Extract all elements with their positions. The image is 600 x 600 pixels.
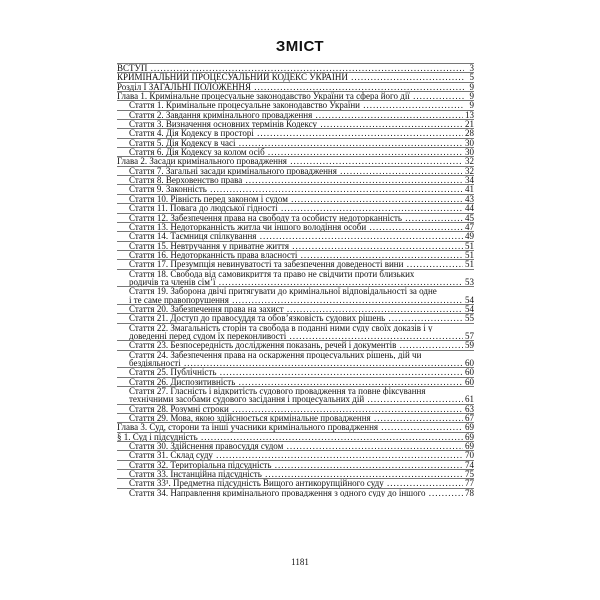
toc-entry	[117, 340, 474, 349]
toc-entry	[117, 422, 474, 431]
toc-entry	[117, 100, 474, 109]
toc-entry-page: 9	[469, 100, 474, 111]
toc-entry-page: 30	[465, 137, 474, 148]
toc-entry-text: Стаття 33. Інстанційна підсудність .....	[129, 470, 463, 478]
toc-entry-text: бездіяльності .....	[129, 359, 463, 367]
toc-entry-text: Стаття 5. Дія Кодексу в часі .....	[129, 139, 463, 147]
toc-entry-page: 32	[465, 156, 474, 167]
toc-entry-page: 78	[465, 487, 474, 498]
toc-entry	[117, 194, 474, 203]
toc-entry-text: Стаття 20. Забезпечення права на захист .....	[129, 305, 463, 313]
toc-entry	[117, 119, 474, 128]
toc-entry-text: Стаття 16. Недоторканність права власності .....	[129, 251, 463, 259]
toc-entry	[117, 175, 474, 184]
toc-entry-text: Стаття 19. Заборона двічі притягувати до кримінальної відповідальності за одне	[129, 287, 437, 296]
toc-entry	[117, 367, 474, 376]
toc-entry-text: Стаття 26. Диспозитивність .....	[129, 378, 463, 386]
toc-entry-text: доведенні перед судом їх переконливості .....	[129, 332, 463, 340]
toc-entry-text: Стаття 12. Забезпечення права на свободу та особисту недоторканність .....	[129, 214, 463, 222]
toc-entry-page: 69	[465, 441, 474, 452]
toc-entry	[117, 231, 474, 240]
toc-entry-page: 53	[465, 276, 474, 287]
toc-entry-text: Стаття 34. Направлення кримінального провадження з одного суду до іншого .....	[129, 489, 463, 497]
toc-entry-text: родичів та членів сім’ї .....	[129, 278, 463, 286]
toc-entry-text: Глава 1. Кримінальне процесуальне законодавство України та сфера його дії .....	[117, 92, 464, 100]
toc-entry-text: Стаття 3. Визначення основних термінів Кодексу .....	[129, 120, 463, 128]
toc-entry-continuation	[117, 296, 474, 304]
toc-entry-page: 47	[465, 221, 474, 232]
toc-entry-text: Стаття 21. Доступ до правосуддя та обов’язковість судових рішень .....	[129, 314, 463, 322]
toc-entry-continuation	[117, 278, 474, 286]
toc-entry-page: 5	[469, 72, 474, 83]
toc-entry-page: 44	[465, 203, 474, 214]
toc-entry	[117, 488, 474, 497]
toc-entry-continuation	[117, 395, 474, 403]
toc-entry	[117, 478, 474, 487]
toc-entry-text: Стаття 25. Публічність .....	[129, 368, 463, 376]
toc-entry-text: Глава 2. Засади кримінального провадження .....	[117, 157, 463, 165]
toc-entry	[117, 203, 474, 212]
toc-entry-page: 9	[469, 81, 474, 92]
toc-entry	[117, 147, 474, 156]
toc-entry-page: 13	[465, 109, 474, 120]
toc-entry-text: Стаття 2. Завдання кримінального провадження .....	[129, 111, 463, 119]
toc-entry-continuation	[117, 359, 474, 367]
toc-entry-text: § 1. Суд і підсудність .....	[117, 433, 463, 441]
toc-entry	[117, 82, 474, 91]
toc-entry	[117, 323, 474, 332]
toc-entry-text: технічними засобами судового засідання і процесуальних дій .....	[129, 395, 463, 403]
toc-entry-page: 30	[465, 147, 474, 158]
toc-entry-page: 9	[469, 91, 474, 102]
toc-entry-text: Стаття 27. Гласність і відкритість судового провадження та повне фіксування	[129, 387, 426, 396]
toc-entry	[117, 286, 474, 295]
toc-entry-text: Стаття 18. Свобода від самовикриття та право не свідчити проти близьких	[129, 269, 415, 278]
toc-entry	[117, 128, 474, 137]
toc-entry-page: 3	[469, 63, 474, 73]
toc-entry	[117, 304, 474, 313]
toc-entry	[117, 213, 474, 222]
toc-entry-text: Розділ І ЗАГАЛЬНІ ПОЛОЖЕННЯ .....	[117, 83, 464, 91]
toc-entry	[117, 241, 474, 250]
toc-entry	[117, 313, 474, 322]
toc-entry-page: 54	[465, 294, 474, 305]
toc-entry-page: 51	[465, 249, 474, 260]
toc-entry-page: 57	[465, 330, 474, 341]
toc-entry-text: Стаття 28. Розумні строки .....	[129, 405, 463, 413]
toc-entry-text: Стаття 6. Дія Кодексу за колом осіб .....	[129, 148, 463, 156]
toc-entry-page: 51	[465, 259, 474, 270]
toc-entry	[117, 469, 474, 478]
toc-entry-page: 67	[465, 413, 474, 424]
toc-entry-page: 55	[465, 313, 474, 324]
toc-entry-continuation	[117, 332, 474, 340]
toc-entry-page: 70	[465, 450, 474, 461]
toc-entry	[117, 110, 474, 119]
toc-entry-page: 60	[465, 376, 474, 387]
toc-entry	[117, 72, 474, 81]
toc-entry-text: Стаття 17. Презумпція невинуватості та забезпечення доведеності вини .....	[129, 260, 463, 268]
toc-entry	[117, 404, 474, 413]
toc-entry	[117, 184, 474, 193]
toc-entry	[117, 377, 474, 386]
toc-entry-page: 69	[465, 431, 474, 442]
toc-entry-page: 63	[465, 403, 474, 414]
toc-entry-text: Стаття 24. Забезпечення права на оскарження процесуальних рішень, дій чи	[129, 350, 422, 359]
toc-entry-text: Стаття 32. Територіальна підсудність .....	[129, 461, 463, 469]
toc-entry	[117, 269, 474, 278]
toc-entry-text: Стаття 10. Рівність перед законом і судом .....	[129, 195, 463, 203]
toc-entry-text: Стаття 23. Безпосередність дослідження показань, речей і документів .....	[129, 341, 463, 349]
toc-entry-page: 49	[465, 231, 474, 242]
toc-entry-text: Стаття 22. Змагальність сторін та свобода в поданні ними суду своїх доказів і у	[129, 323, 433, 332]
toc-entry	[117, 450, 474, 459]
toc-entry-page: 32	[465, 165, 474, 176]
toc-entry-text: Стаття 11. Повага до людської гідності .....	[129, 204, 463, 212]
toc-entry-page: 45	[465, 212, 474, 223]
toc-entry	[117, 259, 474, 268]
toc-entry	[117, 413, 474, 422]
toc-entry-page: 69	[465, 422, 474, 433]
toc-entry	[117, 386, 474, 395]
toc-entry-text: Стаття 30. Здійснення правосуддя судом .....	[129, 442, 463, 450]
toc-entry-page: 61	[465, 394, 474, 405]
toc-entry	[117, 432, 474, 441]
toc-entry-text: Стаття 4. Дія Кодексу в просторі .....	[129, 129, 463, 137]
toc-entry-page: 75	[465, 469, 474, 480]
toc-entry-page: 34	[465, 175, 474, 186]
toc-entry-text: Стаття 29. Мова, якою здійснюється кримінальне провадження .....	[129, 414, 463, 422]
toc-entry	[117, 350, 474, 359]
toc-entry	[117, 91, 474, 100]
toc-entry	[117, 63, 474, 72]
toc-entry	[117, 441, 474, 450]
page-title: ЗМІСТ	[275, 38, 325, 55]
toc-entry-text: Стаття 14. Таємниця спілкування .....	[129, 232, 463, 240]
toc-entry	[117, 250, 474, 259]
toc-entry-text: Стаття 1. Кримінальне процесуальне законодавство України .....	[129, 101, 464, 109]
toc-entry-text: Стаття 9. Законність .....	[129, 185, 463, 193]
toc-entry-page: 60	[465, 367, 474, 378]
toc-entry-text: і те саме правопорушення .....	[129, 296, 463, 304]
toc-entry-page: 74	[465, 459, 474, 470]
page-number: 1181	[291, 557, 309, 567]
toc-entry-text: ВСТУП .....	[117, 64, 464, 72]
toc-entry	[117, 156, 474, 165]
table-of-contents	[117, 63, 474, 497]
toc-entry-page: 77	[465, 478, 474, 489]
toc-entry-text: Стаття 15. Невтручання у приватне життя .....	[129, 242, 463, 250]
toc-entry-text: Стаття 7. Загальні засади кримінального провадження .....	[129, 167, 463, 175]
toc-entry-page: 21	[465, 119, 474, 130]
toc-entry	[117, 222, 474, 231]
toc-entry-page: 51	[465, 240, 474, 251]
toc-entry-text: Стаття 31. Склад суду .....	[129, 451, 463, 459]
toc-entry-text: Стаття 33¹. Предметна підсудність Вищого антикорупційного суду .....	[129, 479, 463, 487]
toc-entry-text: Стаття 8. Верховенство права .....	[129, 176, 463, 184]
toc-entry-page: 41	[465, 184, 474, 195]
toc-entry	[117, 460, 474, 469]
toc-entry-page: 59	[465, 340, 474, 351]
toc-entry	[117, 166, 474, 175]
toc-entry-page: 54	[465, 303, 474, 314]
toc-entry-text: Стаття 13. Недоторканність житла чи іншого володіння особи .....	[129, 223, 463, 231]
toc-entry	[117, 138, 474, 147]
toc-entry-text: Глава 3. Суд, сторони та інші учасники кримінального провадження .....	[117, 423, 463, 431]
toc-entry-text: КРИМІНАЛЬНИЙ ПРОЦЕСУАЛЬНИЙ КОДЕКС УКРАЇНИ .....	[117, 73, 464, 81]
toc-entry-page: 60	[465, 358, 474, 368]
toc-entry-page: 28	[465, 128, 474, 139]
toc-entry-page: 43	[465, 193, 474, 204]
